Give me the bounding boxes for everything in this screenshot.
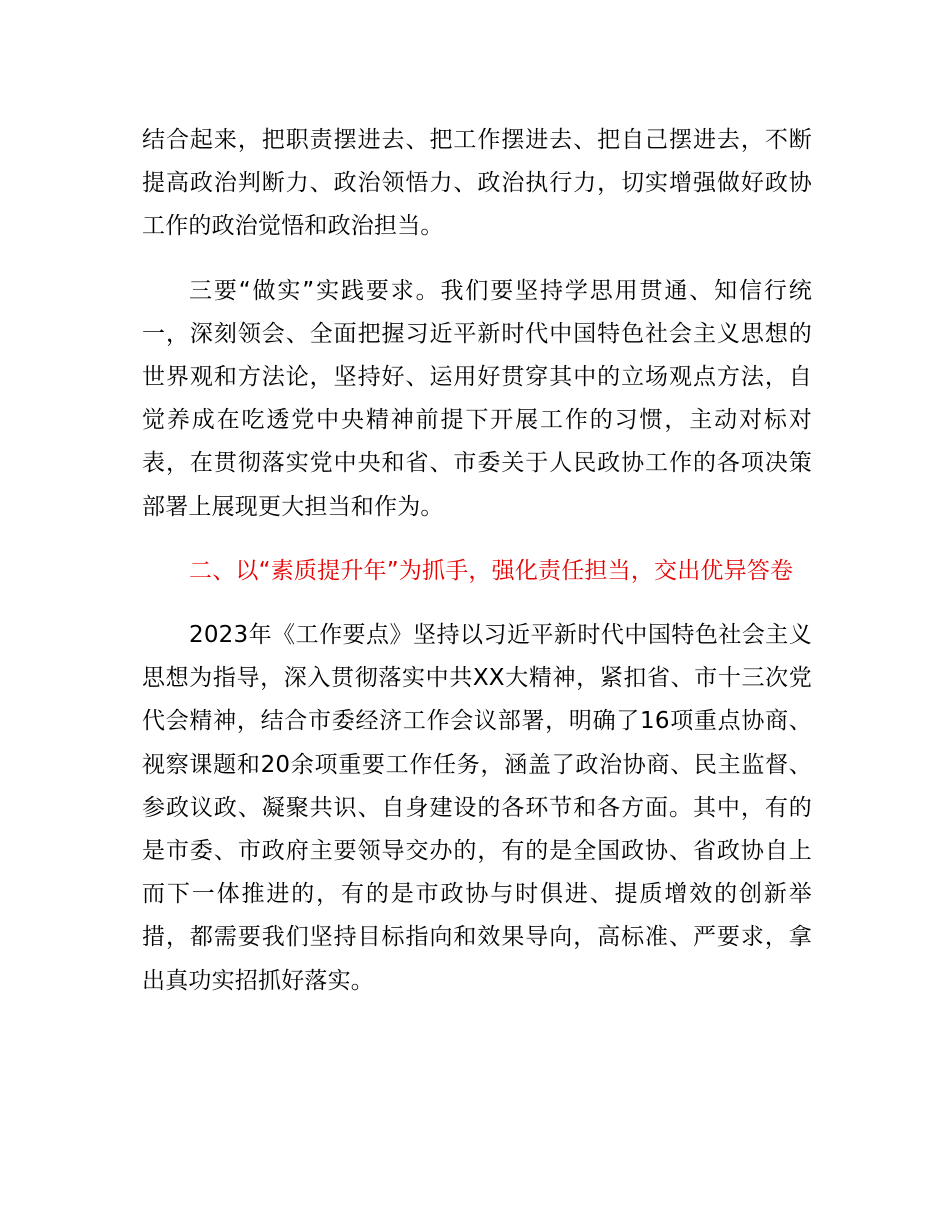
section-heading-2: 二、以“素质提升年”为抓手，强化责任担当，交出优异答卷 [189, 557, 794, 584]
paragraph-work-points-2023: 2023年《工作要点》坚持以习近平新时代中国特色社会主义思想为指导，深入贯彻落实中共XX大精神，紧扣省、市十三次党代会精神，结合市委经济工作会议部署，明确了16项重点协商、视察课题和20余项重要工作任务，涵盖了政治协商、民主监督、参政议政、凝聚共识、自身建设的各环节和各方面。其中，有的是市委、市政府主要领导交办的，有的是全国政协、省政协自上而下一体推进的，有的是市政协与时俱进、提质增效的创新举措，都需要我们坚持目标指向和效果导向，高标准、严要求，拿出真功实招抓好落实。 [142, 622, 812, 994]
paragraph-practice-requirement: 三要“做实”实践要求。我们要坚持学思用贯通、知信行统一，深刻领会、全面把握习近平新时代中国特色社会主义思想的世界观和方法论，坚持好、运用好贯穿其中的立场观点方法，自觉养成在吃透党中央精神前提下开展工作的习惯，主动对标对表，在贯彻落实党中央和省、市委关于人民政协工作的各项决策部署上展现更大担当和作为。 [142, 277, 812, 520]
document-body [142, 119, 812, 1003]
paragraph-continuation: 结合起来，把职责摆进去、把工作摆进去、把自己摆进去，不断提高政治判断力、政治领悟力、政治执行力，切实增强做好政协工作的政治觉悟和政治担当。 [142, 127, 812, 240]
